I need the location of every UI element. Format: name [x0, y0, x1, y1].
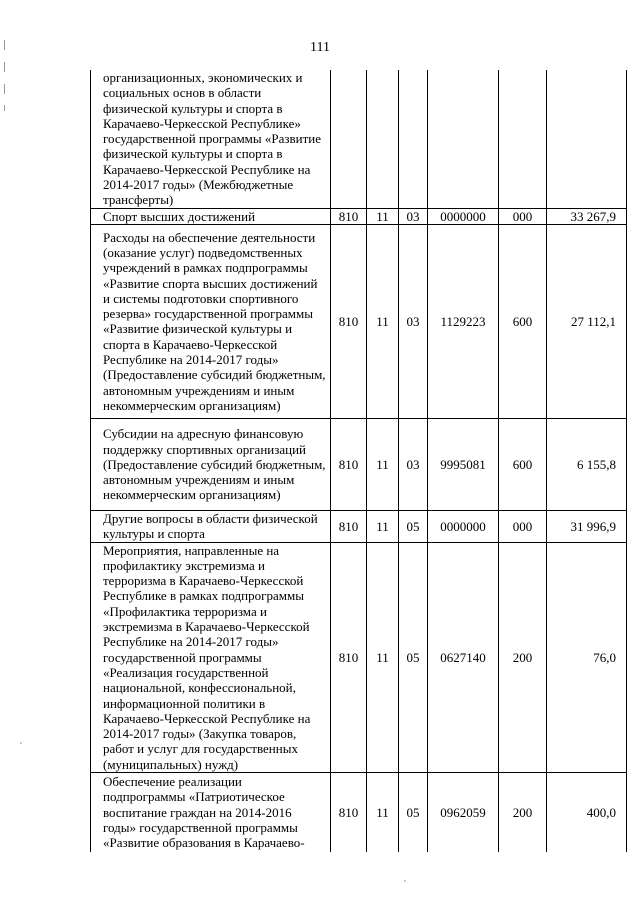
cell-csr: 9995081	[428, 418, 499, 510]
cell-csr: 0000000	[428, 208, 499, 224]
table-row	[91, 510, 627, 542]
scan-mark	[4, 62, 5, 72]
cell-ved: 810	[331, 510, 367, 542]
cell-ved: 810	[331, 773, 367, 852]
cell-ved	[331, 70, 367, 208]
cell-pr	[399, 70, 428, 208]
cell-rz: 11	[367, 224, 399, 418]
cell-pr: 05	[399, 510, 428, 542]
cell-sum: 31 996,9	[547, 510, 627, 542]
row-description: Субсидии на адресную финансовую поддержку спортивных организаций (Предоставление субсидий бюджетным, автономным учреждениям и иным некоммерческим организациям)	[91, 418, 331, 510]
scan-speck	[404, 880, 406, 882]
table-row	[91, 418, 627, 510]
cell-rz: 11	[367, 418, 399, 510]
cell-pr: 03	[399, 224, 428, 418]
cell-vr: 200	[499, 773, 547, 852]
cell-vr: 600	[499, 224, 547, 418]
cell-csr	[428, 70, 499, 208]
scan-mark	[4, 84, 5, 94]
row-description: Обеспечение реализации подпрограммы «Патриотическое воспитание граждан на 2014-2016 годы» государственной программы «Развитие образования в Карачаево-	[91, 773, 331, 852]
table-row	[91, 542, 627, 772]
cell-vr: 000	[499, 510, 547, 542]
cell-ved: 810	[331, 418, 367, 510]
cell-ved: 810	[331, 542, 367, 772]
scan-mark	[4, 40, 5, 50]
cell-vr: 000	[499, 208, 547, 224]
cell-csr: 0962059	[428, 773, 499, 852]
table-row	[91, 773, 627, 852]
table-row	[91, 224, 627, 418]
cell-vr	[499, 70, 547, 208]
cell-pr: 03	[399, 208, 428, 224]
cell-csr: 0000000	[428, 510, 499, 542]
cell-csr: 1129223	[428, 224, 499, 418]
cell-sum: 33 267,9	[547, 208, 627, 224]
row-description: организационных, экономических и социальных основ в области физической культуры и спорта в Карачаево-Черкесской Республике» государственной программы «Развитие физической культуры и спорта в Карачаево-Черкесской Республике на 2014-2017 годы» (Межбюджетные трансферты)	[91, 70, 331, 208]
cell-csr: 0627140	[428, 542, 499, 772]
cell-sum: 400,0	[547, 773, 627, 852]
cell-vr: 600	[499, 418, 547, 510]
table-row	[91, 70, 627, 208]
cell-rz: 11	[367, 510, 399, 542]
cell-rz: 11	[367, 208, 399, 224]
cell-sum: 27 112,1	[547, 224, 627, 418]
cell-ved: 810	[331, 208, 367, 224]
cell-ved: 810	[331, 224, 367, 418]
row-description: Спорт высших достижений	[91, 208, 331, 224]
scan-mark	[4, 105, 5, 111]
cell-rz: 11	[367, 773, 399, 852]
scan-speck	[20, 742, 22, 744]
row-description: Другие вопросы в области физической культуры и спорта	[91, 510, 331, 542]
cell-rz	[367, 70, 399, 208]
cell-sum: 6 155,8	[547, 418, 627, 510]
cell-pr: 03	[399, 418, 428, 510]
cell-sum: 76,0	[547, 542, 627, 772]
cell-sum	[547, 70, 627, 208]
cell-rz: 11	[367, 542, 399, 772]
cell-pr: 05	[399, 773, 428, 852]
row-description: Расходы на обеспечение деятельности (оказание услуг) подведомственных учреждений в рамках подпрограммы «Развитие спорта высших достижений и системы подготовки спортивного резерва» государственной программы «Развитие физической культуры и спорта в Карачаево-Черкесской Республике на 2014-2017 годы» (Предоставление субсидий бюджетным, автономным учреждениям и иным некоммерческим организациям)	[91, 224, 331, 418]
row-description: Мероприятия, направленные на профилактику экстремизма и терроризма в Карачаево-Черкесской Республике в рамках подпрограммы «Профилактика терроризма и экстремизма в Карачаево-Черкесской Республике на 2014-2017 годы» государственной программы «Реализация государственной национальной, конфессиональной, информационной политики в Карачаево-Черкесской Республике на 2014-2017 годы» (Закупка товаров, работ и услуг для государственных (муниципальных) нужд)	[91, 542, 331, 772]
budget-table	[90, 70, 627, 852]
cell-vr: 200	[499, 542, 547, 772]
table-row	[91, 208, 627, 224]
page-number: 111	[310, 40, 330, 55]
cell-pr: 05	[399, 542, 428, 772]
